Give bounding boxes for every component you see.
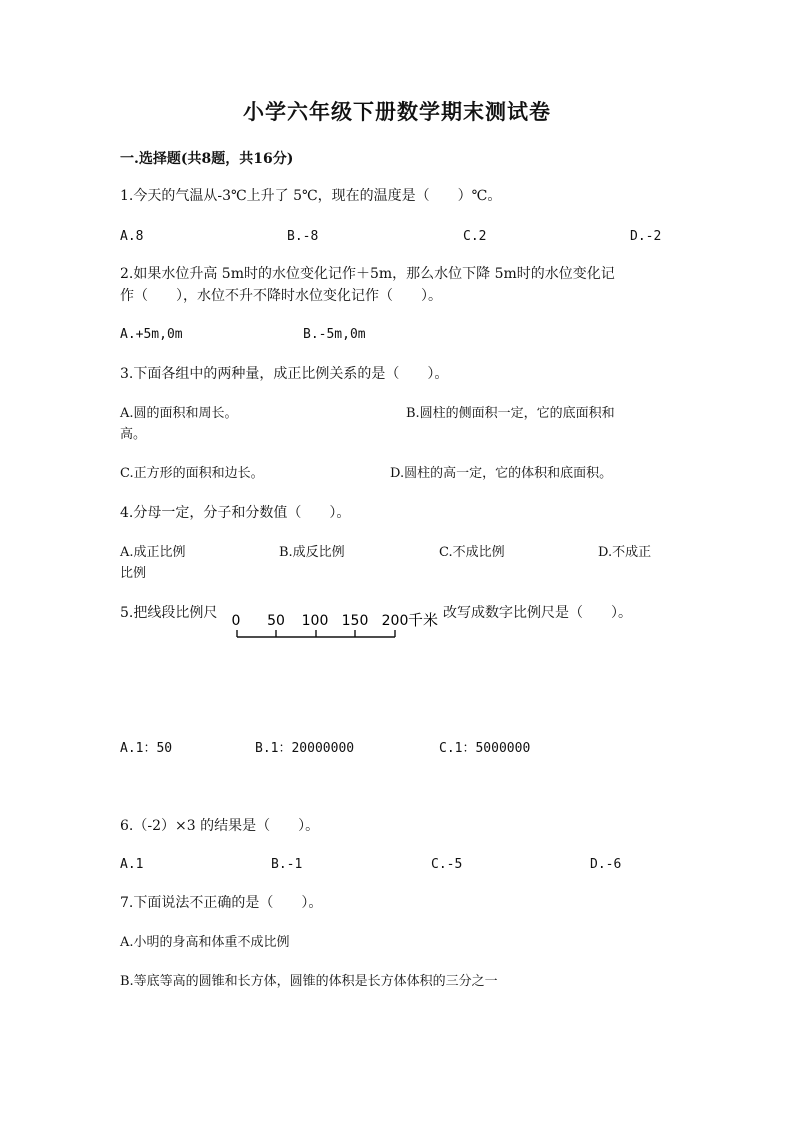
q4-option-d-wrap: 比例	[120, 566, 147, 581]
q3-option-d: D.圆柱的高一定，它的体积和底面积。	[390, 466, 613, 481]
q2-option-b: B.-5m,0m	[303, 327, 366, 342]
q5-option-b: B.1：20000000	[255, 741, 355, 756]
q5-option-a: A.1：50	[120, 741, 173, 756]
question-5-stem-after: 改写成数字比例尺是（ ）。	[443, 605, 632, 621]
scale-tick-200: 200	[381, 613, 409, 629]
question-6-stem: 6.（-2）×3 的结果是（ ）。	[120, 818, 320, 834]
q4-option-c: C.不成比例	[439, 545, 505, 560]
question-3-stem: 3.下面各组中的两种量，成正比例关系的是（ ）。	[120, 366, 449, 382]
q1-option-b: B.-8	[287, 229, 319, 244]
section-heading: 一.选择题(共8题，共16分)	[120, 151, 294, 167]
q1-option-a: A.8	[120, 229, 144, 244]
q6-option-a: A.1	[120, 857, 144, 872]
scale-tick-50: 50	[267, 613, 285, 629]
q3-option-b-wrap: 高。	[120, 427, 147, 442]
q5-option-c: C.1：5000000	[439, 741, 531, 756]
line-scale-bar	[232, 608, 447, 644]
q6-option-b: B.-1	[271, 857, 303, 872]
q3-option-b: B.圆柱的侧面积一定，它的底面积和	[406, 406, 615, 421]
scale-unit: 千米	[408, 611, 439, 629]
q3-option-a: A.圆的面积和周长。	[120, 406, 238, 421]
question-5-stem-before: 5.把线段比例尺	[120, 605, 218, 621]
scale-tick-150: 150	[341, 613, 369, 629]
q1-option-d: D.-2	[630, 229, 662, 244]
q7-option-b: B.等底等高的圆锥和长方体，圆锥的体积是长方体体积的三分之一	[120, 974, 498, 989]
q4-option-b: B.成反比例	[279, 545, 345, 560]
page-title: 小学六年级下册数学期末测试卷	[243, 99, 551, 124]
question-1-stem: 1.今天的气温从-3℃上升了 5℃，现在的温度是（ ）℃。	[120, 188, 502, 204]
question-2-stem-line2: 作（ ），水位不升不降时水位变化记作（ ）。	[120, 288, 442, 304]
question-4-stem: 4.分母一定，分子和分数值（ ）。	[120, 505, 351, 521]
q4-option-d: D.不成正	[598, 545, 652, 560]
q2-option-a: A.+5m,0m	[120, 327, 183, 342]
q1-option-c: C.2	[463, 229, 487, 244]
q6-option-c: C.-5	[431, 857, 463, 872]
q4-option-a: A.成正比例	[120, 545, 186, 560]
q6-option-d: D.-6	[590, 857, 622, 872]
q3-option-c: C.正方形的面积和边长。	[120, 466, 264, 481]
q7-option-a: A.小明的身高和体重不成比例	[120, 935, 290, 950]
question-2-stem-line1: 2.如果水位升高 5m时的水位变化记作＋5m，那么水位下降 5m时的水位变化记	[120, 266, 615, 282]
scale-tick-0: 0	[232, 613, 241, 629]
scale-tick-100: 100	[301, 613, 329, 629]
question-7-stem: 7.下面说法不正确的是（ ）。	[120, 895, 323, 911]
